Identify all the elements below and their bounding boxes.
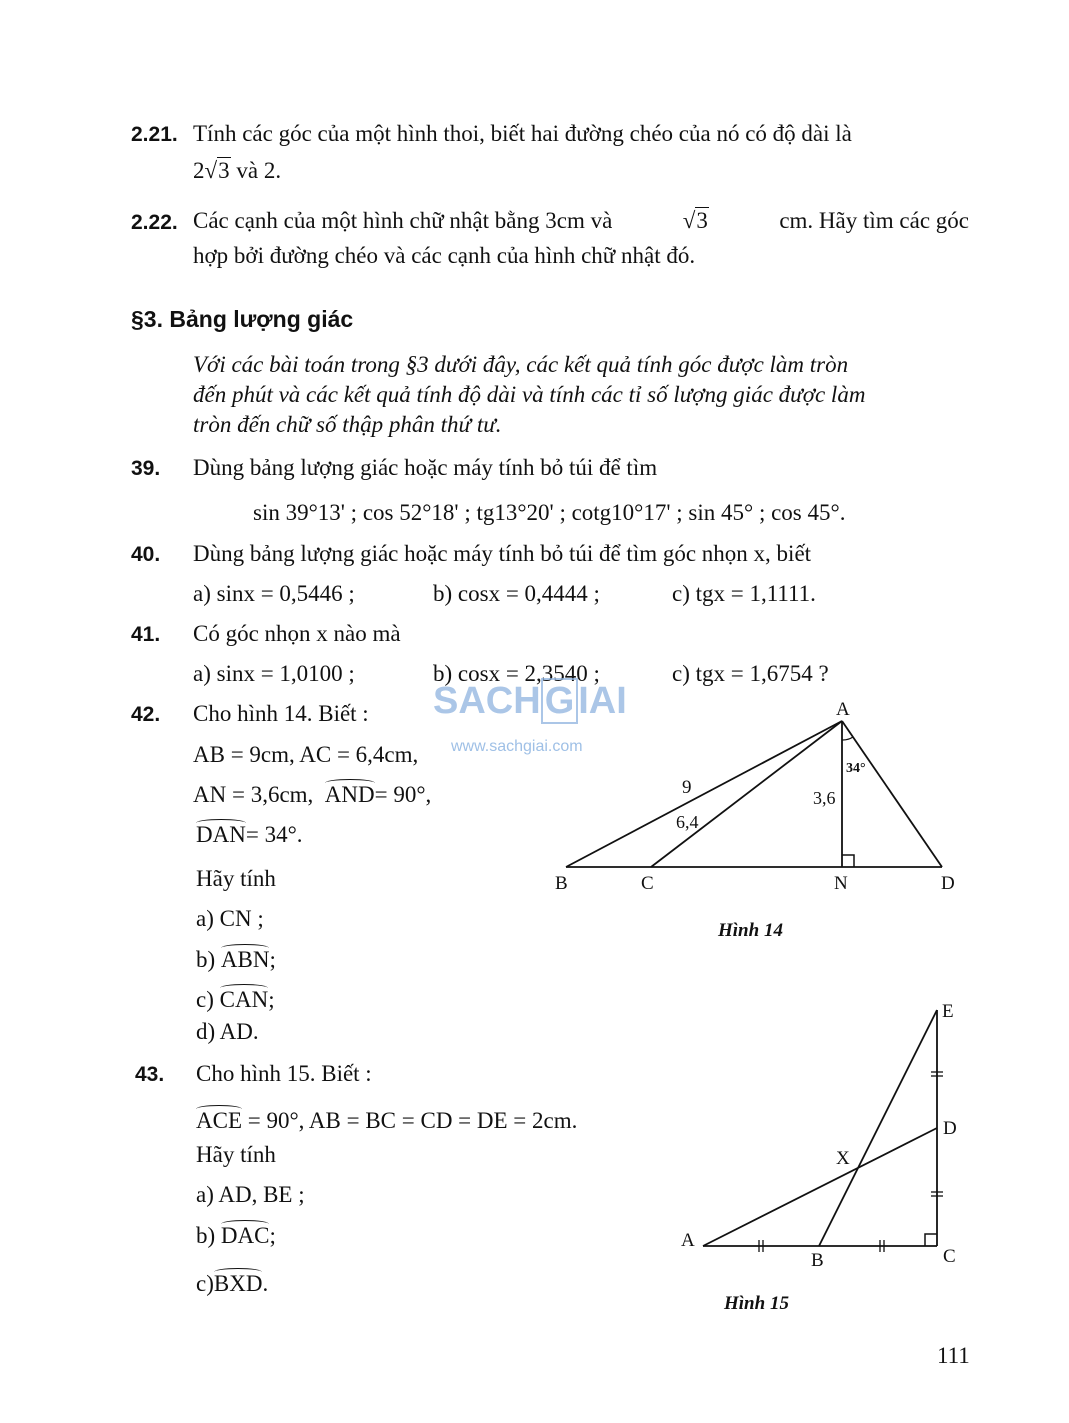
label-d: D [941,873,955,894]
section-note: đến phút và các kết quả tính độ dài và tính các tỉ số lượng giác được làm [193,382,866,407]
question-prefix: c) [196,987,214,1012]
question-suffix: ; [268,987,275,1012]
tick-marks [759,1072,943,1252]
exercise-text: Các cạnh của một hình chữ nhật bằng 3cm và √3 cm. Hãy tìm các góc [193,208,969,233]
question-prefix: b) [196,1223,216,1248]
option-c: c) tgx = 1,6754 ? [672,661,829,686]
angle-symbol: DAN [196,822,246,847]
exercise-text: Cho hình 14. Biết : [193,701,369,726]
angle-label: 34° [846,761,866,776]
exercise-text: Dùng bảng lượng giác hoặc máy tính bỏ túi để tìm góc nhọn x, biết [193,541,812,566]
length-an: 3,6 [813,788,836,808]
length-ab: 9 [682,777,692,798]
exercise-number: 2.22. [131,211,178,234]
exercise-number: 40. [131,543,161,566]
question-prefix: b) [196,947,216,972]
math-radicand: 3 [696,208,708,233]
question-suffix: ; [269,947,276,972]
given-line: AB = 9cm, AC = 6,4cm, [193,742,419,767]
question-prefix: c) [196,1271,214,1296]
label-c: C [943,1246,956,1267]
label-c: C [641,873,654,894]
line-ad [842,721,942,867]
question-suffix: ; [269,1223,276,1248]
question-d: d) AD. [196,1019,259,1044]
math-coefficient: 2 [193,158,205,183]
label-n: N [834,873,848,894]
angle-arc-a [842,737,853,740]
given-line [196,1108,577,1134]
exercise-number: 42. [131,703,161,726]
option-c: c) tgx = 1,1111. [672,581,816,606]
question-a: a) AD, BE ; [196,1182,305,1207]
option-a: a) sinx = 1,0100 ; [193,661,355,686]
label-e: E [942,1001,954,1022]
question-c [196,987,275,1013]
length-ac: 6,4 [676,812,699,832]
exercise-text-tail: và 2. [236,158,282,183]
given-line [196,822,303,848]
exercise-text: Cho hình 15. Biết : [196,1061,372,1086]
question-c [196,1271,268,1297]
angle-symbol: ABN [220,947,270,972]
figure-caption: Hình 14 [718,920,783,941]
given-text: = 34°. [245,822,303,847]
exercise-number: 39. [131,457,161,480]
section-note: Với các bài toán trong §3 dưới đây, các kết quả tính góc được làm tròn [193,352,849,377]
page-number: 111 [937,1343,970,1368]
question-b [196,947,276,973]
watermark-logo: SACH G IAI [433,680,627,722]
line-ab [566,721,842,867]
watermark-url: www.sachgiai.com [451,738,583,755]
question-suffix: . [262,1271,269,1296]
exercise-text-part: Các cạnh của một hình chữ nhật bằng 3cm và [193,208,613,233]
label-d: D [943,1118,957,1139]
exercise-text: Tính các góc của một hình thoi, biết hai đường chéo của nó có độ dài là [193,121,852,146]
figure-15 [670,995,970,1275]
given-line [193,782,431,808]
line-ad [703,1128,937,1246]
section-title: §3. Bảng lượng giác [131,306,354,332]
right-angle-mark-n [842,855,854,867]
exercise-text-line2: hợp bởi đường chéo và các cạnh của hình chữ nhật đó. [193,243,696,268]
math-radicand: 3 [218,158,230,183]
ask-label: Hãy tính [196,866,276,891]
given-text: = 90°, AB = BC = CD = DE = 2cm. [247,1108,578,1133]
exercise-number: 41. [131,623,161,646]
label-b: B [811,1250,824,1271]
right-angle-mark-c [925,1234,937,1246]
exercise-text: Dùng bảng lượng giác hoặc máy tính bỏ túi để tìm [193,455,658,480]
angle-symbol: AND [324,782,375,807]
exercise-text: Có góc nhọn x nào mà [193,621,401,646]
line-be [819,1010,937,1246]
given-text: = 90°, [374,782,432,807]
formula-line: sin 39°13' ; cos 52°18' ; tg13°20' ; cotg10°17' ; sin 45° ; cos 45°. [253,500,846,525]
figure-caption: Hình 15 [724,1293,789,1314]
angle-symbol: CAN [219,987,269,1012]
ask-label: Hãy tính [196,1142,276,1167]
label-a: A [681,1230,695,1251]
angle-symbol: DAC [220,1223,270,1248]
exercise-text-part: cm. Hãy tìm các góc [779,208,969,233]
exercise-number: 2.21. [131,123,178,146]
section-note: tròn đến chữ số thập phân thứ tư. [193,412,502,437]
label-a: A [836,699,850,720]
figure-14 [540,690,980,900]
option-b: b) cosx = 2,3540 ; [433,661,600,686]
label-x: X [836,1148,850,1169]
option-a: a) sinx = 0,5446 ; [193,581,355,606]
question-a: a) CN ; [196,906,264,931]
angle-symbol: ACE [196,1108,242,1133]
exercise-text-line2: 2√3 và 2. [193,158,282,183]
option-b: b) cosx = 0,4444 ; [433,581,600,606]
question-b [196,1223,276,1249]
label-b: B [555,873,568,894]
exercise-number: 43. [135,1063,165,1086]
given-text: AN = 3,6cm, [193,782,314,807]
angle-symbol: BXD [213,1271,263,1296]
